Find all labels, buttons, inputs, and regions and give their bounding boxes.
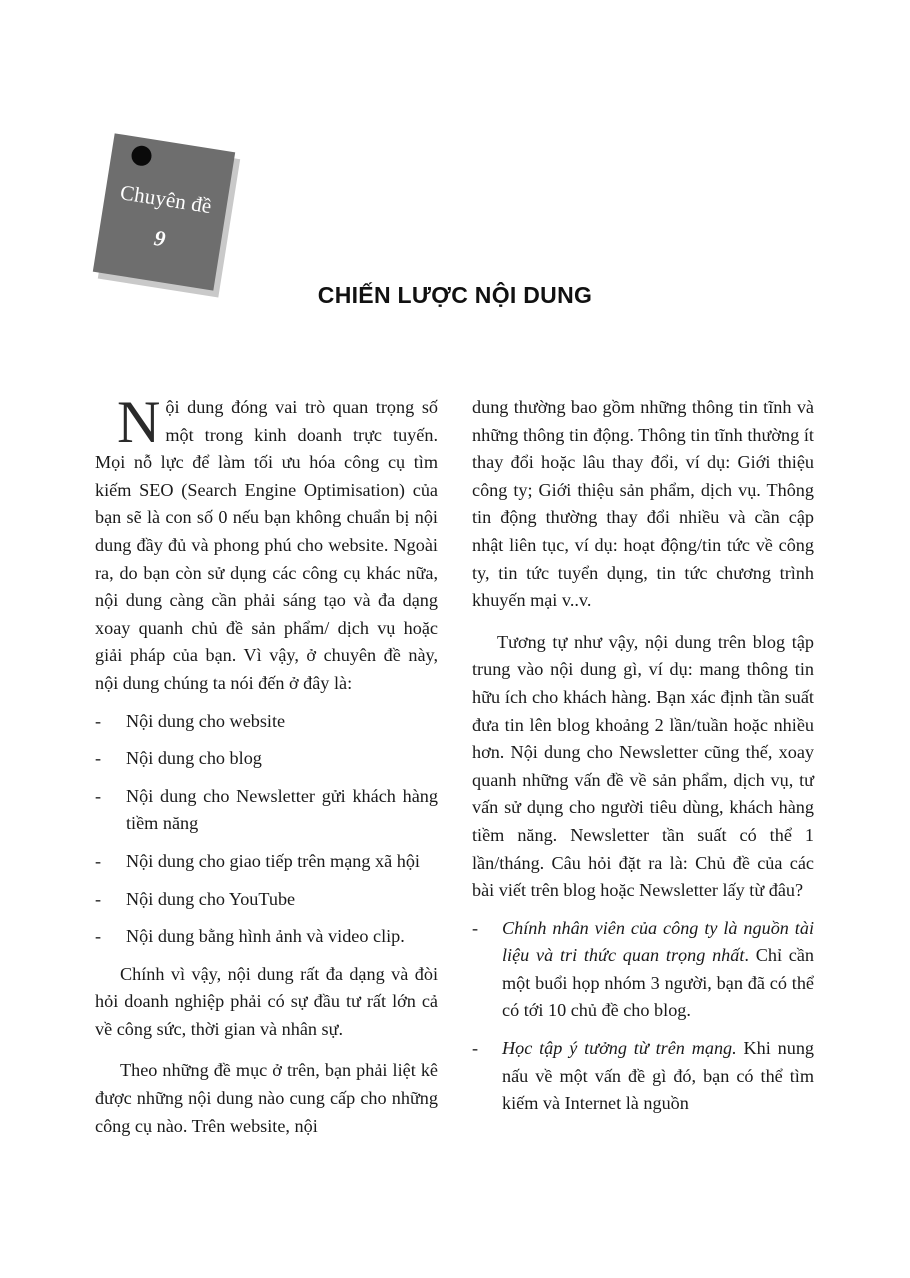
list-item-emphasis: Học tập ý tưởng từ trên mạng. (502, 1038, 737, 1059)
list-item-text: Nội dung bằng hình ảnh và video clip. (126, 926, 405, 947)
paragraph: dung thường bao gồm những thông tin tĩnh và những thông tin động. Thông tin tĩnh thường ít thay đổi hoặc lâu thay đổi, ví dụ: Giới thiệu công ty; Giới thiệu sản phẩm, dịch vụ. Thông tin động thường thay đổi nhiều và cần cập nhật liên tục, ví dụ: hoạt động/tin tức về công ty, tin tức tuyển dụng, tin tức chương trình khuyến mại v..v. (472, 397, 814, 611)
chapter-number: 9 (152, 224, 168, 252)
list-item: - Nội dung cho website (95, 710, 286, 731)
list-item-text: Nội dung cho giao tiếp trên mạng xã hội (126, 850, 420, 871)
list-item-text: Nội dung cho website (126, 710, 286, 731)
drop-cap: N (117, 389, 161, 455)
list-item-text: Nội dung cho YouTube (126, 888, 296, 909)
pin-hole-icon (130, 144, 153, 167)
page-title: CHIẾN LƯỢC NỘI DUNG (317, 282, 593, 308)
list-item: - Nội dung bằng hình ảnh và video clip. (95, 926, 405, 947)
list-item: - Nội dung cho YouTube (95, 888, 296, 909)
list-item-text: . Chỉ cần một buổi họp nhóm 3 người, bạn đã có thể có tới 10 chủ đề cho blog. (502, 945, 814, 1021)
list-item-text: Nội dung cho Newsletter gửi khách hàng tiềm năng (126, 785, 438, 834)
paragraph: Chính vì vậy, nội dung rất đa dạng và đòi hỏi doanh nghiệp phải có sự đầu tư rất lớn cả về công sức, thời gian và nhân sự. (95, 963, 438, 1039)
chapter-badge (93, 133, 235, 290)
chapter-label: Chuyên đề (118, 180, 214, 219)
left-column (95, 389, 438, 1140)
list-item: - Nội dung cho giao tiếp trên mạng xã hội (95, 850, 420, 871)
intro-text: ội dung đóng vai trò quan trọng số một trong kinh doanh trực tuyến. Mọi nỗ lực để làm tối ưu hóa công cụ tìm kiếm SEO (Search Engine Optimisation) của bạn sẽ là con số 0 nếu bạn không chuẩn bị nội dung đầy đủ và phong phú cho website. Ngoài ra, do bạn còn sử dụng các công cụ khác nữa, nội dung càng cần phải sáng tạo và đa dạng xoay quanh chủ đề sản phẩm/ dịch vụ hoặc giải pháp của bạn. Vì vậy, ở chuyên đề này, nội dung chúng ta nói đến ở đây là: (95, 397, 438, 693)
paragraph: Tương tự như vậy, nội dung trên blog tập trung vào nội dung gì, ví dụ: mang thông tin hữu ích cho khách hàng. Bạn xác định tần suất đưa tin lên blog khoảng 2 lần/tuần hoặc nhiều hơn. Nội dung cho Newsletter cũng thế, xoay quanh những vấn đề về sản phẩm, dịch vụ, tư vấn sử dụng cho người tiêu dùng, khách hàng tiềm năng. Newsletter tần suất có thể 1 lần/tháng. Câu hỏi đặt ra là: Chủ đề của các bài viết trên blog hoặc Newsletter lấy từ đâu? (472, 631, 814, 901)
right-column (472, 394, 814, 1128)
list-item: - Chính nhân viên của công ty là nguồn tài liệu và tri thức quan trọng nhất. Chỉ cần một buổi họp nhóm 3 người, bạn đã có thể có tới 10 chủ đề cho blog. (472, 917, 814, 1021)
list-item-text: Khi nung nấu về một vấn đề gì đó, bạn có thể tìm kiếm và Internet là nguồn (502, 1038, 814, 1114)
badge-card (93, 133, 235, 290)
list-item-text: Nội dung cho blog (126, 748, 262, 769)
list-item: - Nội dung cho blog (95, 748, 262, 769)
content-type-list (95, 708, 438, 951)
intro-paragraph (95, 389, 438, 698)
list-item: - Học tập ý tưởng từ trên mạng. Khi nung nấu về một vấn đề gì đó, bạn có thể tìm kiếm và Internet là nguồn (472, 1038, 814, 1114)
list-item-emphasis: Chính nhân viên của công ty là nguồn tài liệu và tri thức quan trọng nhất (502, 917, 814, 966)
paragraph: Theo những đề mục ở trên, bạn phải liệt kê được những nội dung nào cung cấp cho những công cụ nào. Trên website, nội (95, 1060, 438, 1136)
list-item: - Nội dung cho Newsletter gửi khách hàng tiềm năng (95, 785, 438, 834)
topic-source-list (472, 915, 814, 1118)
